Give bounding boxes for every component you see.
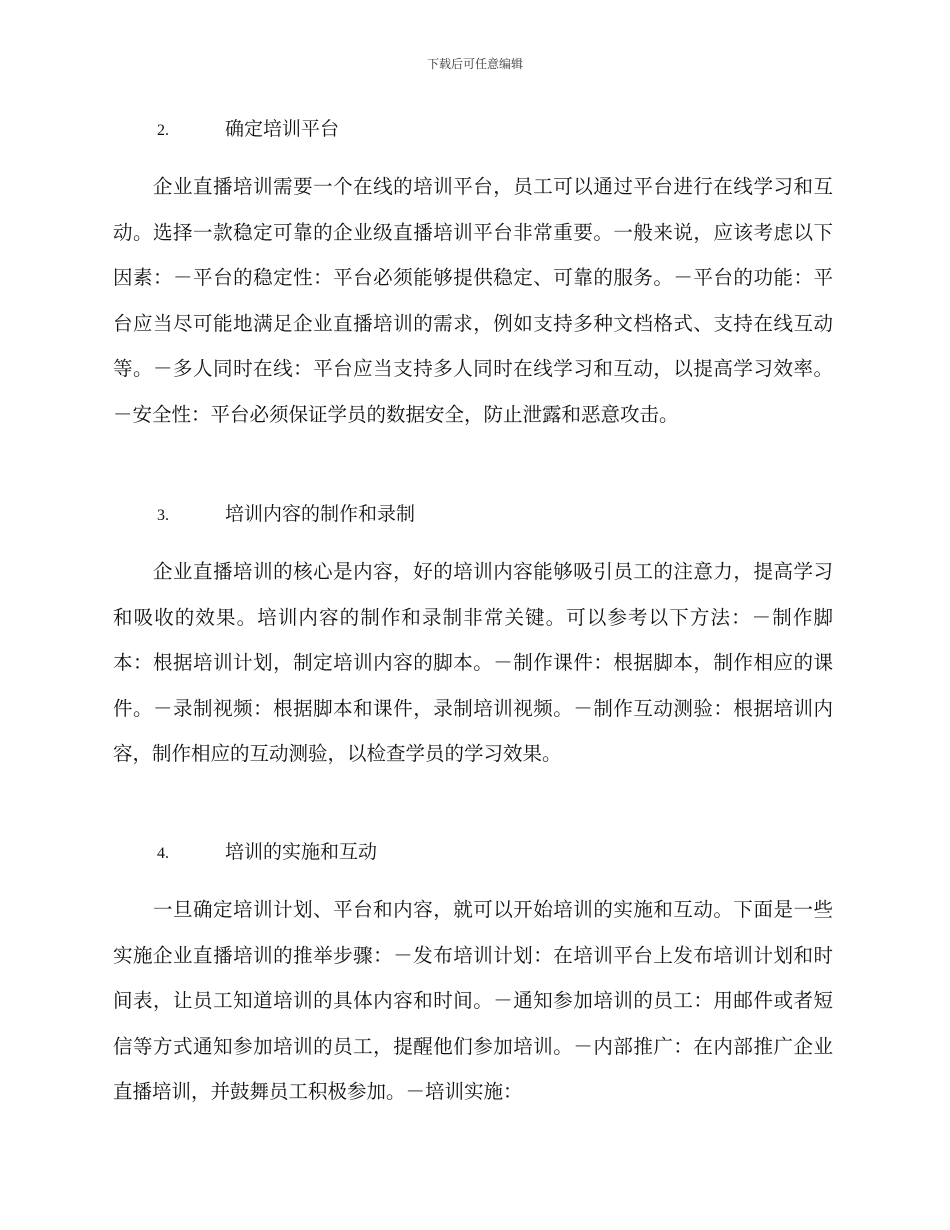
page-header: 下载后可任意编辑 bbox=[426, 57, 523, 71]
section-body-2: 企业直播培训需要一个在线的培训平台，员工可以通过平台进行在线学习和互动。选择一款稳定可靠的企业级直播培训平台非常重要。一般来说，应该考虑以下因素：－平台的稳定性：平台必须能够提供稳定、可靠的服务。－平台的功能：平台应当尽可能地满足企业直播培训的需求，例如支持多种文档格式、支持在线互动等。－多人同时在线：平台应当支持多人同时在线学习和互动，以提高学习效率。－安全性：平台必须保证学员的数据安全，防止泄露和恶意攻击。 bbox=[113, 175, 833, 426]
section-number: 2. bbox=[157, 122, 169, 139]
section-body-3: 企业直播培训的核心是内容，好的培训内容能够吸引员工的注意力，提高学习和吸收的效果。培训内容的制作和录制非常关键。可以参考以下方法：－制作脚本：根据培训计划，制定培训内容的脚本。－制作课件：根据脚本，制作相应的课件。－录制视频：根据脚本和课件，录制培训视频。－制作互动测验：根据培训内容，制作相应的互动测验，以检查学员的学习效果。 bbox=[113, 560, 833, 766]
section-heading-4 bbox=[157, 837, 377, 867]
section-heading-3 bbox=[157, 499, 415, 529]
section-title: 培训的实施和互动 bbox=[225, 841, 378, 863]
section-number: 4. bbox=[157, 845, 169, 862]
section-title: 培训内容的制作和录制 bbox=[225, 503, 416, 525]
section-body-4: 一旦确定培训计划、平台和内容，就可以开始培训的实施和互动。下面是一些实施企业直播培训的推举步骤：－发布培训计划：在培训平台上发布培训计划和时间表，让员工知道培训的具体内容和时间。－通知参加培训的员工：用邮件或者短信等方式通知参加培训的员工，提醒他们参加培训。－内部推广：在内部推广企业直播培训，并鼓舞员工积极参加。－培训实施： bbox=[113, 898, 833, 1104]
section-number: 3. bbox=[157, 507, 169, 524]
section-heading-2 bbox=[157, 114, 339, 144]
section-title: 确定培训平台 bbox=[225, 118, 340, 140]
